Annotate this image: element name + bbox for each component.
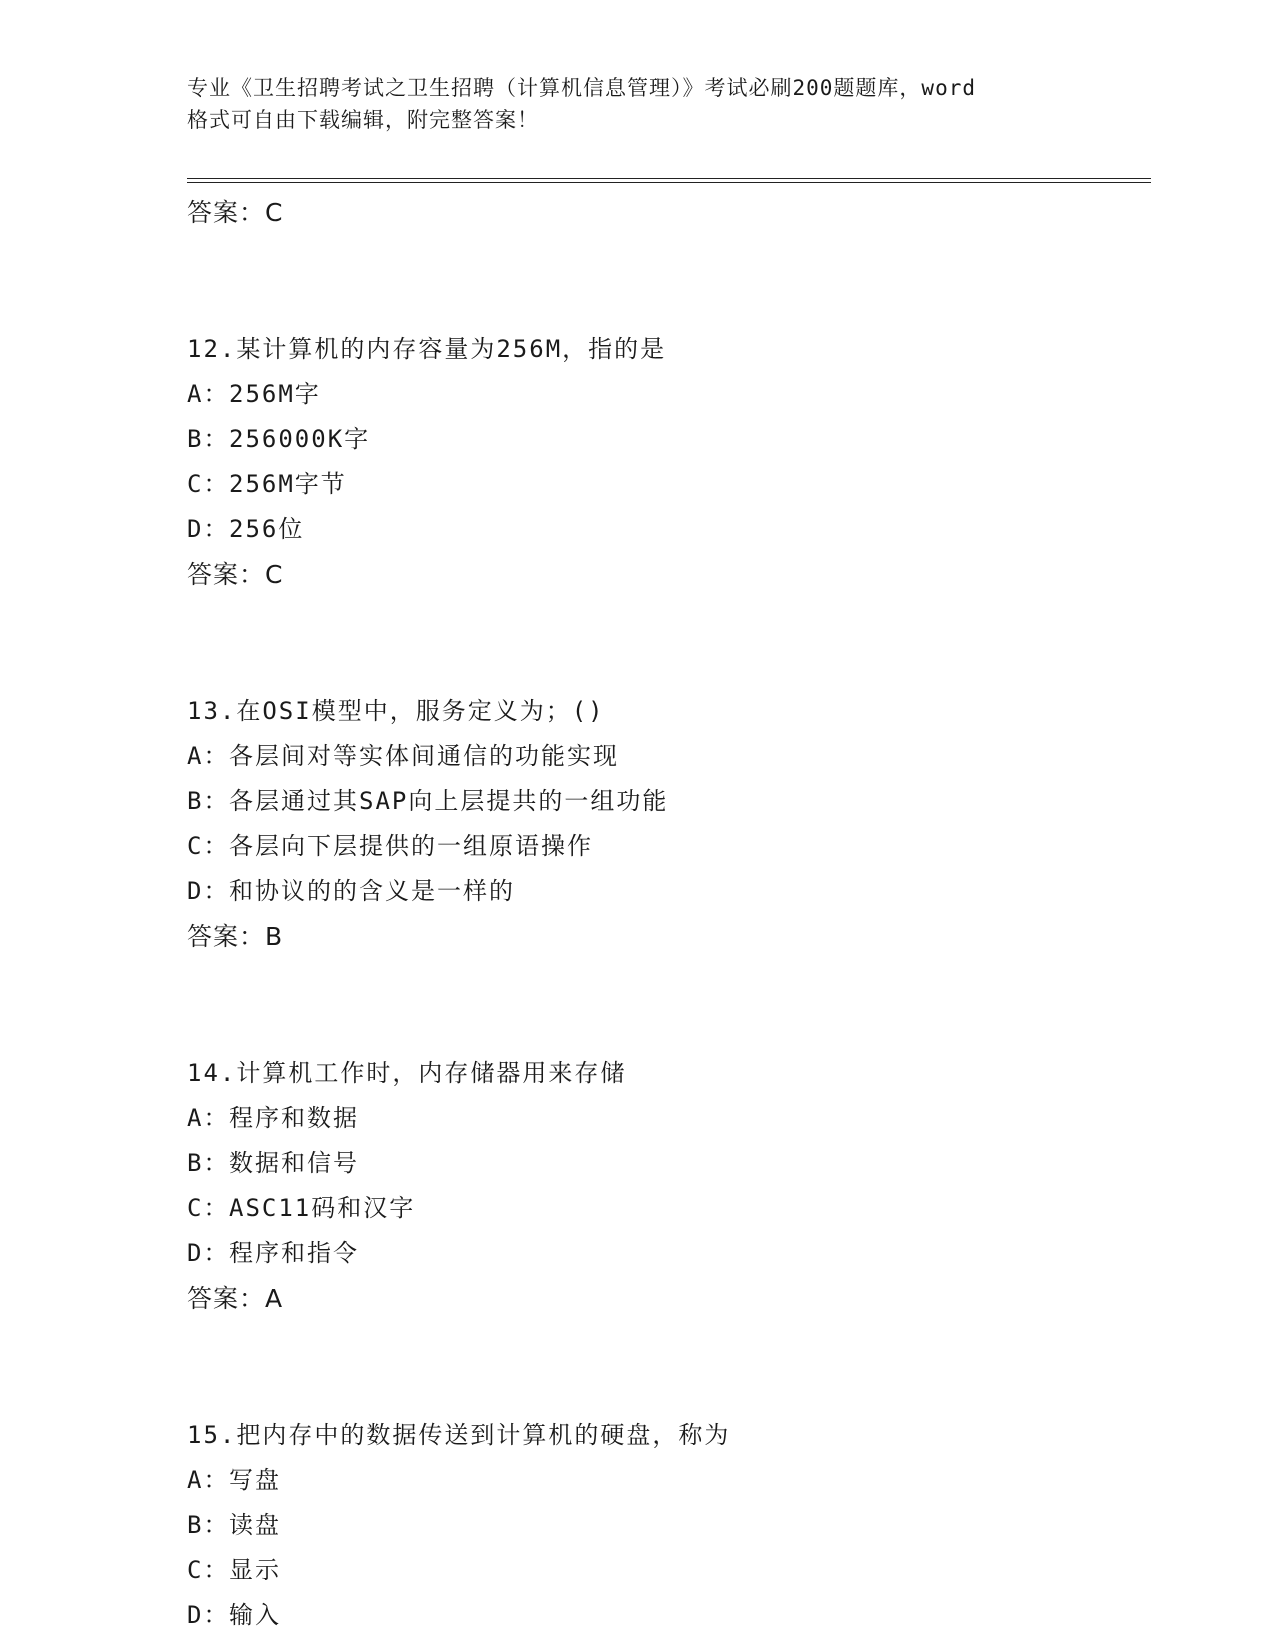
option-key: A： <box>187 380 230 408</box>
option-text: 输入 <box>229 1601 281 1629</box>
option-text: 256M字节 <box>229 470 347 498</box>
answer: 答案：C <box>187 560 284 589</box>
option-text: 256M字 <box>229 380 321 408</box>
option-key: C： <box>187 832 230 860</box>
option-a <box>187 1458 1151 1503</box>
option-text: 程序和指令 <box>229 1239 359 1267</box>
option-key: B： <box>187 1511 230 1539</box>
option-c <box>187 1548 1151 1593</box>
spacer <box>187 235 1151 327</box>
question-12 <box>187 327 1151 597</box>
option-d <box>187 507 1151 552</box>
option-c <box>187 1186 1151 1231</box>
option-c <box>187 824 1151 869</box>
option-text: 读盘 <box>229 1511 281 1539</box>
option-key: B： <box>187 1149 230 1177</box>
option-c <box>187 462 1151 507</box>
option-key: C： <box>187 1194 230 1222</box>
option-key: C： <box>187 1556 230 1584</box>
spacer <box>187 597 1151 689</box>
option-key: B： <box>187 787 230 815</box>
header-line-2: 格式可自由下载编辑，附完整答案！ <box>187 108 539 132</box>
option-key: A： <box>187 1104 230 1132</box>
option-text: 各层向下层提供的一组原语操作 <box>229 832 593 860</box>
question-14 <box>187 1051 1151 1321</box>
option-key: A： <box>187 742 230 770</box>
option-text: 和协议的的含义是一样的 <box>229 877 515 905</box>
answer: 答案：B <box>187 922 284 951</box>
question-stem: 13.在OSI模型中，服务定义为；() <box>187 697 605 725</box>
answer-prev: 答案：C <box>187 198 284 227</box>
option-d <box>187 1231 1151 1276</box>
answer: 答案：A <box>187 1284 284 1313</box>
option-key: C： <box>187 470 230 498</box>
option-text: 写盘 <box>229 1466 281 1494</box>
option-a <box>187 734 1151 779</box>
option-text: 各层通过其SAP向上层提共的一组功能 <box>229 787 669 815</box>
option-a <box>187 372 1151 417</box>
question-stem: 14.计算机工作时，内存储器用来存储 <box>187 1059 627 1087</box>
question-stem: 15.把内存中的数据传送到计算机的硬盘，称为 <box>187 1421 731 1449</box>
spacer <box>187 1321 1151 1413</box>
option-b <box>187 1503 1151 1548</box>
question-15 <box>187 1413 1151 1638</box>
option-b <box>187 779 1151 824</box>
option-b <box>187 417 1151 462</box>
option-key: A： <box>187 1466 230 1494</box>
header-rule-bottom <box>187 182 1151 183</box>
spacer <box>187 959 1151 1051</box>
option-b <box>187 1141 1151 1186</box>
option-key: D： <box>187 515 230 543</box>
option-d <box>187 869 1151 914</box>
option-a <box>187 1096 1151 1141</box>
option-key: D： <box>187 1239 230 1267</box>
option-key: D： <box>187 1601 230 1629</box>
option-text: 数据和信号 <box>229 1149 359 1177</box>
option-key: B： <box>187 425 230 453</box>
option-text: 256000K字 <box>229 425 371 453</box>
document-header <box>187 72 1087 136</box>
option-text: 各层间对等实体间通信的功能实现 <box>229 742 619 770</box>
header-rule-top <box>187 178 1151 179</box>
option-key: D： <box>187 877 230 905</box>
header-line-1: 专业《卫生招聘考试之卫生招聘（计算机信息管理）》考试必刷200题题库，word <box>187 76 976 100</box>
option-text: ASC11码和汉字 <box>229 1194 416 1222</box>
option-text: 256位 <box>229 515 305 543</box>
question-13 <box>187 689 1151 959</box>
question-list <box>187 190 1151 1638</box>
option-text: 显示 <box>229 1556 281 1584</box>
question-stem: 12.某计算机的内存容量为256M，指的是 <box>187 335 667 363</box>
option-text: 程序和数据 <box>229 1104 359 1132</box>
option-d <box>187 1593 1151 1638</box>
